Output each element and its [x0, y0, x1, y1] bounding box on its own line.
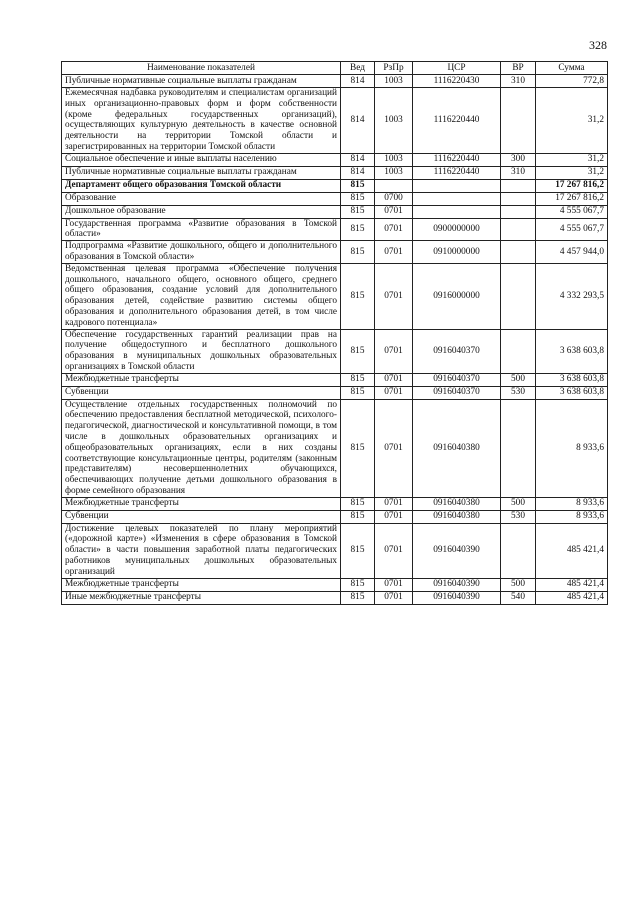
row-ved: 815 — [341, 497, 375, 510]
table-row — [62, 218, 608, 241]
row-csr: 0916000000 — [413, 263, 501, 329]
row-name: Осуществление отдельных государственных полномочий по обеспечению предоставления бесплатной методической, психолого-педагогической, диагностической и консультативной помощи, в том числе в дошкольных образовательных организациях и общеобразовательных организациях, если в них созданы соответствующие консультационные центры, родителям (законным представителям) несовершеннолетних обучающихся, обеспечивающих получение детьми дошкольного образования в форме семейного образования — [62, 399, 341, 497]
row-csr: 0916040380 — [413, 399, 501, 497]
row-vr: 540 — [501, 591, 536, 604]
row-ved: 815 — [341, 591, 375, 604]
table-row — [62, 497, 608, 510]
row-vr: 530 — [501, 510, 536, 523]
row-ved: 815 — [341, 399, 375, 497]
row-ved: 814 — [341, 153, 375, 166]
row-rzpr: 0701 — [375, 510, 413, 523]
row-name: Публичные нормативные социальные выплаты гражданам — [62, 166, 341, 179]
row-sum: 3 638 603,8 — [536, 373, 608, 386]
row-sum: 485 421,4 — [536, 523, 608, 578]
row-ved: 815 — [341, 510, 375, 523]
row-csr: 1116220430 — [413, 75, 501, 88]
row-name: Межбюджетные трансферты — [62, 373, 341, 386]
row-rzpr: 0701 — [375, 205, 413, 218]
row-ved: 815 — [341, 578, 375, 591]
row-name: Межбюджетные трансферты — [62, 497, 341, 510]
table-row — [62, 373, 608, 386]
row-csr — [413, 179, 501, 192]
table-body — [62, 75, 608, 605]
row-ved: 815 — [341, 373, 375, 386]
row-name: Образование — [62, 192, 341, 205]
row-rzpr: 1003 — [375, 166, 413, 179]
row-vr: 500 — [501, 497, 536, 510]
row-csr — [413, 205, 501, 218]
row-sum: 31,2 — [536, 153, 608, 166]
row-name: Подпрограмма «Развитие дошкольного, общего и дополнительного образования в Томской области» — [62, 241, 341, 264]
page-number: 328 — [589, 38, 607, 52]
row-vr: 500 — [501, 578, 536, 591]
row-vr — [501, 205, 536, 218]
row-csr: 0900000000 — [413, 218, 501, 241]
row-sum: 485 421,4 — [536, 591, 608, 604]
table-row — [62, 510, 608, 523]
row-sum: 8 933,6 — [536, 497, 608, 510]
row-csr: 0910000000 — [413, 241, 501, 264]
row-ved: 815 — [341, 192, 375, 205]
row-sum: 772,8 — [536, 75, 608, 88]
row-rzpr: 1003 — [375, 153, 413, 166]
table-row — [62, 153, 608, 166]
row-ved: 815 — [341, 329, 375, 373]
table-row — [62, 88, 608, 154]
row-vr: 500 — [501, 373, 536, 386]
table-header-row — [62, 62, 608, 75]
row-vr — [501, 329, 536, 373]
row-csr: 0916040380 — [413, 497, 501, 510]
row-vr — [501, 179, 536, 192]
table-row — [62, 166, 608, 179]
budget-table — [61, 61, 608, 605]
table-row — [62, 523, 608, 578]
row-vr: 530 — [501, 386, 536, 399]
row-csr: 0916040390 — [413, 578, 501, 591]
row-name: Ежемесячная надбавка руководителям и специалистам организаций иных организационно-правовых форм и форм собственности (кроме федеральных государственных организаций), осуществляющих культурную деятельность в качестве основной деятельности на территории Томской области и зарегистрированных на территории Томской области — [62, 88, 341, 154]
table-row — [62, 329, 608, 373]
row-name: Публичные нормативные социальные выплаты гражданам — [62, 75, 341, 88]
row-ved: 814 — [341, 75, 375, 88]
table-row — [62, 192, 608, 205]
row-sum: 8 933,6 — [536, 399, 608, 497]
row-name: Департамент общего образования Томской области — [62, 179, 341, 192]
header-csr: ЦСР — [413, 62, 501, 75]
table-row — [62, 578, 608, 591]
table-row — [62, 75, 608, 88]
row-ved: 814 — [341, 88, 375, 154]
row-name: Социальное обеспечение и иные выплаты населению — [62, 153, 341, 166]
row-csr: 0916040390 — [413, 591, 501, 604]
row-rzpr: 0700 — [375, 192, 413, 205]
row-ved: 814 — [341, 166, 375, 179]
row-sum: 3 638 603,8 — [536, 329, 608, 373]
row-vr — [501, 88, 536, 154]
row-vr — [501, 241, 536, 264]
row-name: Государственная программа «Развитие образования в Томской области» — [62, 218, 341, 241]
row-name: Дошкольное образование — [62, 205, 341, 218]
row-rzpr: 0701 — [375, 399, 413, 497]
row-sum: 4 457 944,0 — [536, 241, 608, 264]
table-row — [62, 241, 608, 264]
row-rzpr — [375, 179, 413, 192]
table-row — [62, 179, 608, 192]
row-rzpr: 0701 — [375, 497, 413, 510]
row-sum: 31,2 — [536, 88, 608, 154]
row-sum: 4 555 067,7 — [536, 218, 608, 241]
row-vr: 310 — [501, 166, 536, 179]
row-csr: 1116220440 — [413, 166, 501, 179]
row-vr — [501, 192, 536, 205]
row-csr: 0916040370 — [413, 329, 501, 373]
row-name: Субвенции — [62, 386, 341, 399]
row-rzpr: 0701 — [375, 578, 413, 591]
row-ved: 815 — [341, 218, 375, 241]
row-sum: 4 332 293,5 — [536, 263, 608, 329]
row-name: Достижение целевых показателей по плану мероприятий («дорожной карте») «Изменения в сфере образования в Томской области» в части повышения заработной платы педагогических работников муниципальных дошкольных образовательных организаций — [62, 523, 341, 578]
row-vr: 310 — [501, 75, 536, 88]
header-rzpr: РзПр — [375, 62, 413, 75]
row-csr: 0916040380 — [413, 510, 501, 523]
row-sum: 3 638 603,8 — [536, 386, 608, 399]
row-csr: 0916040370 — [413, 386, 501, 399]
row-vr — [501, 263, 536, 329]
header-sum: Сумма — [536, 62, 608, 75]
row-rzpr: 0701 — [375, 241, 413, 264]
table-row — [62, 386, 608, 399]
row-rzpr: 0701 — [375, 523, 413, 578]
row-name: Субвенции — [62, 510, 341, 523]
row-vr — [501, 218, 536, 241]
row-ved: 815 — [341, 523, 375, 578]
row-csr: 0916040370 — [413, 373, 501, 386]
row-rzpr: 0701 — [375, 329, 413, 373]
row-ved: 815 — [341, 386, 375, 399]
header-ved: Вед — [341, 62, 375, 75]
row-csr: 1116220440 — [413, 88, 501, 154]
row-sum: 17 267 816,2 — [536, 192, 608, 205]
row-vr — [501, 399, 536, 497]
row-sum: 31,2 — [536, 166, 608, 179]
header-vr: ВР — [501, 62, 536, 75]
table-row — [62, 399, 608, 497]
row-sum: 8 933,6 — [536, 510, 608, 523]
row-csr — [413, 192, 501, 205]
row-rzpr: 0701 — [375, 591, 413, 604]
row-vr — [501, 523, 536, 578]
row-name: Обеспечение государственных гарантий реализации прав на получение общедоступного и бесплатного дошкольного образования в муниципальных дошкольных образовательных организациях в Томской области — [62, 329, 341, 373]
row-name: Иные межбюджетные трансферты — [62, 591, 341, 604]
table-row — [62, 591, 608, 604]
row-csr: 1116220440 — [413, 153, 501, 166]
row-rzpr: 0701 — [375, 386, 413, 399]
row-name: Ведомственная целевая программа «Обеспечение получения дошкольного, начального общего, основного общего, среднего общего образования, создание условий для дополнительного образования детей, содействие развитию системы общего образования и дополнительного образования детей, в том числе кадрового потенциала» — [62, 263, 341, 329]
table-row — [62, 205, 608, 218]
row-csr: 0916040390 — [413, 523, 501, 578]
row-name: Межбюджетные трансферты — [62, 578, 341, 591]
row-sum: 4 555 067,7 — [536, 205, 608, 218]
row-ved: 815 — [341, 241, 375, 264]
row-ved: 815 — [341, 179, 375, 192]
row-rzpr: 1003 — [375, 88, 413, 154]
row-rzpr: 1003 — [375, 75, 413, 88]
row-rzpr: 0701 — [375, 218, 413, 241]
row-sum: 485 421,4 — [536, 578, 608, 591]
row-sum: 17 267 816,2 — [536, 179, 608, 192]
header-name: Наименование показателей — [62, 62, 341, 75]
row-rzpr: 0701 — [375, 263, 413, 329]
row-rzpr: 0701 — [375, 373, 413, 386]
row-vr: 300 — [501, 153, 536, 166]
row-ved: 815 — [341, 205, 375, 218]
table-row — [62, 263, 608, 329]
row-ved: 815 — [341, 263, 375, 329]
